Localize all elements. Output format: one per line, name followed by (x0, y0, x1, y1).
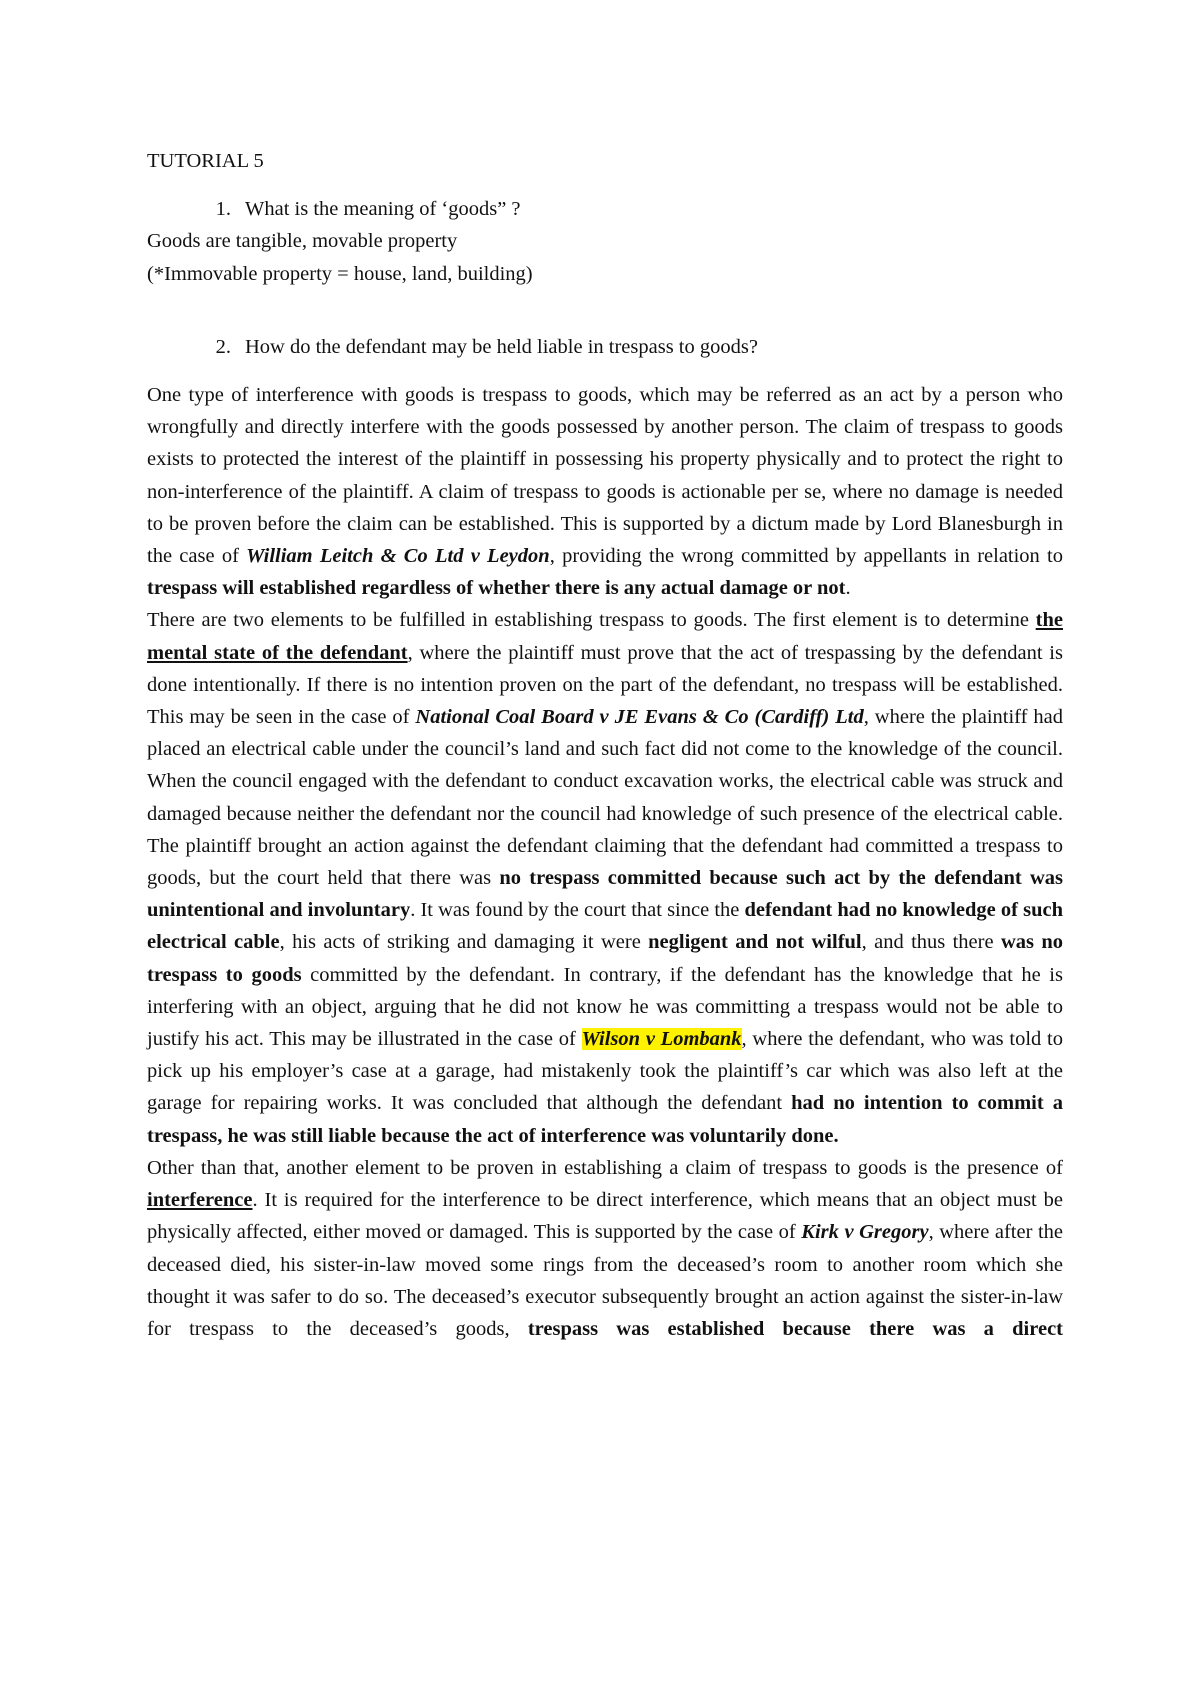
case-name-kirk: Kirk v Gregory (801, 1221, 929, 1244)
case-name-leitch: William Leitch & Co Ltd v Leydon (246, 545, 550, 568)
paragraph-2-bold-3: negligent and not wilful (648, 931, 862, 954)
paragraph-2-text-a: There are two elements to be fulfilled in establishing trespass to goods. The first element is to determine (147, 609, 1036, 632)
paragraph-1-text-c: . (845, 577, 851, 600)
paragraph-2-text-g: committed by the defendant. In contrary, if the defendant has the knowledge that he is interfering with an object, arguing that he did not know he was committing a trespass would not be able to justify his act. This may be illustrated in the case of (147, 963, 1063, 1051)
element-interference: interference (147, 1189, 253, 1212)
paragraph-2-bold-5: had no intention to commit a trespass, he was still liable because the act of interference was voluntarily done. (147, 1092, 1063, 1147)
element-mental-state: the mental state of the defendant (147, 609, 1063, 664)
document-title: TUTORIAL 5 (147, 150, 264, 172)
question-1-text: What is the meaning of ‘goods” ? (245, 198, 521, 221)
paragraph-2-bold-2: defendant had no knowledge of such electrical cable (147, 899, 1063, 954)
paragraph-2-text-f: , and thus there (861, 931, 1001, 954)
question-2-number: 2. (215, 335, 231, 358)
paragraph-1-bold: trespass will established regardless of whether there is any actual damage or not (147, 577, 846, 600)
question-1-number: 1. (215, 198, 231, 221)
paragraph-2-text-e: , his acts of striking and damaging it were (279, 931, 649, 954)
paragraph-2-text-c: , where the plaintiff had placed an electrical cable under the council’s land and such fact did not come to the knowledge of the council. When the council engaged with the defendant to conduct excavation works, the electrical cable was struck and damaged because neither the defendant nor the council had knowledge of such presence of the electrical cable. The plaintiff brought an action against the defendant claiming that the defendant had committed a trespass to goods, but the court held that there was (147, 706, 1063, 890)
paragraph-2-text-d: . It was found by the court that since the (410, 899, 745, 922)
answer-1-line-1: Goods are tangible, movable property (147, 230, 458, 253)
question-2-text: How do the defendant may be held liable in trespass to goods? (245, 335, 758, 358)
paragraph-2-bold-1: no trespass committed because such act by the defendant was unintentional and involuntary (147, 867, 1063, 922)
paragraph-1-text-a: One type of interference with goods is trespass to goods, which may be referred as an act by a person who wrongfully and directly interfere with the goods possessed by another person. The claim of trespass to goods exists to protected the interest of the plaintiff in possessing his property physically and to protect the right to non-interference of the plaintiff. A claim of trespass to goods is actionable per se, where no damage is needed to be proven before the claim can be established. This is supported by a dictum made by Lord Blanesburgh in the case of (147, 384, 1063, 568)
paragraph-3 (147, 1152, 1063, 1345)
paragraph-3-bold: trespass was established because there was a direct (527, 1317, 1063, 1340)
paragraph-3-text-c: , where after the deceased died, his sister-in-law moved some rings from the deceased’s room to another room which she thought it was safer to do so. The deceased’s executor subsequently brought an action against the sister-in-law for trespass to the deceased’s goods, (147, 1221, 1064, 1340)
paragraph-1-text-b: , providing the wrong committed by appellants in relation to (549, 545, 1064, 568)
case-name-national-coal-board: National Coal Board v JE Evans & Co (Cardiff) Ltd (415, 706, 864, 729)
question-2 (147, 331, 1063, 363)
paragraph-3-text-b: . It is required for the interference to be direct interference, which means that an object must be physically affected, either moved or damaged. This is supported by the case of (147, 1189, 1063, 1244)
paragraph-2-bold-4: was no trespass to goods (147, 931, 1064, 986)
paragraph-3-text-a: Other than that, another element to be proven in establishing a claim of trespass to goods is the presence of (147, 1156, 1063, 1179)
answer-1-line-2: (*Immovable property = house, land, building) (147, 262, 533, 285)
case-name-wilson-highlighted: Wilson v Lombank (581, 1028, 742, 1051)
question-1 (147, 193, 1063, 225)
paragraph-2-text-b: , where the plaintiff must prove that the act of trespassing by the defendant is done intentionally. If there is no intention proven on the part of the defendant, no trespass will be established. This may be seen in the case of (147, 641, 1063, 729)
paragraph-2-text-h: , where the defendant, who was told to pick up his employer’s case at a garage, had mistakenly took the plaintiff’s car which was also left at the garage for repairing works. It was concluded that although the defendant (147, 1028, 1063, 1115)
paragraph-2 (147, 604, 1063, 1151)
paragraph-1 (147, 379, 1063, 604)
